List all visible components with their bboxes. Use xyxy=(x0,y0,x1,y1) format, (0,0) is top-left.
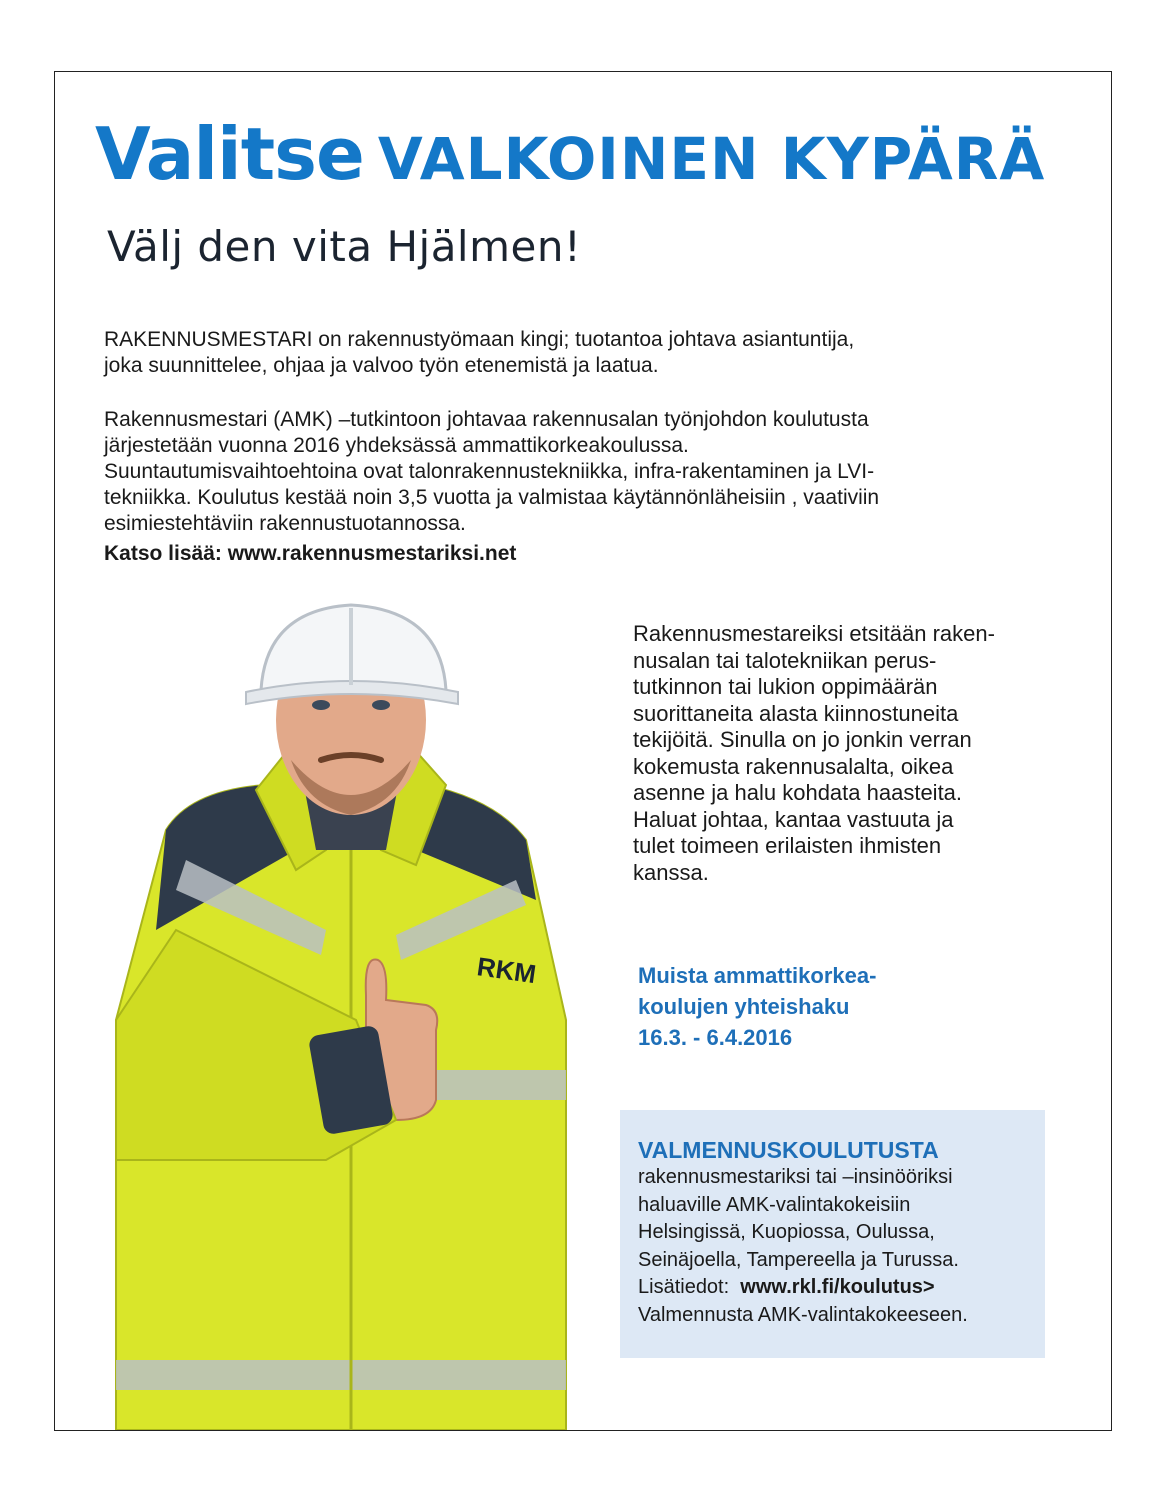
headline-part1: Valitse xyxy=(95,112,364,196)
requirements-line: nusalan tai talotekniikan perus- xyxy=(633,647,937,673)
training-box-info xyxy=(638,1274,1027,1302)
training-box-line: Valmennusta AMK-valintakokeeseen. xyxy=(638,1303,968,1326)
info-link[interactable]: www.rkl.fi/koulutus> xyxy=(740,1276,935,1298)
program-line: järjestetään vuonna 2016 yhdeksässä ammattikorkeakoulussa. xyxy=(104,434,689,457)
headline xyxy=(95,112,1046,196)
reminder-line: Muista ammattikorkea- xyxy=(638,963,877,988)
intro-paragraph xyxy=(104,327,1064,379)
training-box-line: Helsingissä, Kuopiossa, Oulussa, xyxy=(638,1221,935,1243)
requirements-line: kanssa. xyxy=(633,859,709,885)
intro-line: RAKENNUSMESTARI on rakennustyömaan kingi; tuotantoa johtava asiantuntija, xyxy=(104,328,855,351)
program-paragraph xyxy=(104,407,1064,537)
program-line: tekniikka. Koulutus kestää noin 3,5 vuotta ja valmistaa käytännönläheisiin , vaativiin xyxy=(104,486,880,509)
reminder-dates: 16.3. - 6.4.2016 xyxy=(638,1025,793,1050)
requirements-line: suorittaneita alasta kiinnostuneita xyxy=(633,700,959,726)
training-box-line: haluaville AMK-valintakokeisiin xyxy=(638,1193,911,1216)
jacket-badge: RKM xyxy=(475,951,538,990)
reflective-stripe xyxy=(116,1360,566,1390)
requirements-line: tekijöitä. Sinulla on jo jonkin verran xyxy=(633,727,972,752)
program-line: Suuntautumisvaihtoehtoina ovat talonrakennustekniikka, infra-rakentaminen ja LVI- xyxy=(104,460,875,483)
info-label: Lisätiedot: xyxy=(638,1276,730,1298)
training-box xyxy=(620,1110,1045,1358)
training-box-title: VALMENNUSKOULUTUSTA xyxy=(638,1137,939,1163)
requirements-line: Rakennusmestareiksi etsitään raken- xyxy=(633,621,995,646)
intro-line: joka suunnittelee, ohjaa ja valvoo työn etenemistä ja laatua. xyxy=(104,354,659,377)
requirements-line: asenne ja halu kohdata haasteita. xyxy=(633,780,963,805)
subheadline: Välj den vita Hjälmen! xyxy=(107,222,582,271)
requirements-line: tulet toimeen erilaisten ihmisten xyxy=(633,833,942,858)
application-reminder xyxy=(638,960,876,1053)
more-info-link[interactable]: Katso lisää: www.rakennusmestariksi.net xyxy=(104,542,517,565)
reminder-line: koulujen yhteishaku xyxy=(638,994,850,1019)
headline-part2: VALKOINEN KYPÄRÄ xyxy=(377,125,1046,193)
training-box-line: rakennusmestariksi tai –insinööriksi xyxy=(638,1166,953,1188)
program-line: esimiestehtäviin rakennustuotannossa. xyxy=(104,512,466,535)
worker-photo xyxy=(96,600,596,1430)
requirements-line: tutkinnon tai lukion oppimäärän xyxy=(633,674,938,699)
requirements-line: Haluat johtaa, kantaa vastuuta ja xyxy=(633,806,954,832)
program-line: Rakennusmestari (AMK) –tutkintoon johtavaa rakennusalan työnjohdon koulutusta xyxy=(104,408,869,431)
helmet xyxy=(261,605,446,690)
requirements-line: kokemusta rakennusalalta, oikea xyxy=(633,753,954,779)
training-box-line: Seinäjoella, Tampereella ja Turussa. xyxy=(638,1248,959,1271)
requirements-column xyxy=(633,621,1063,886)
